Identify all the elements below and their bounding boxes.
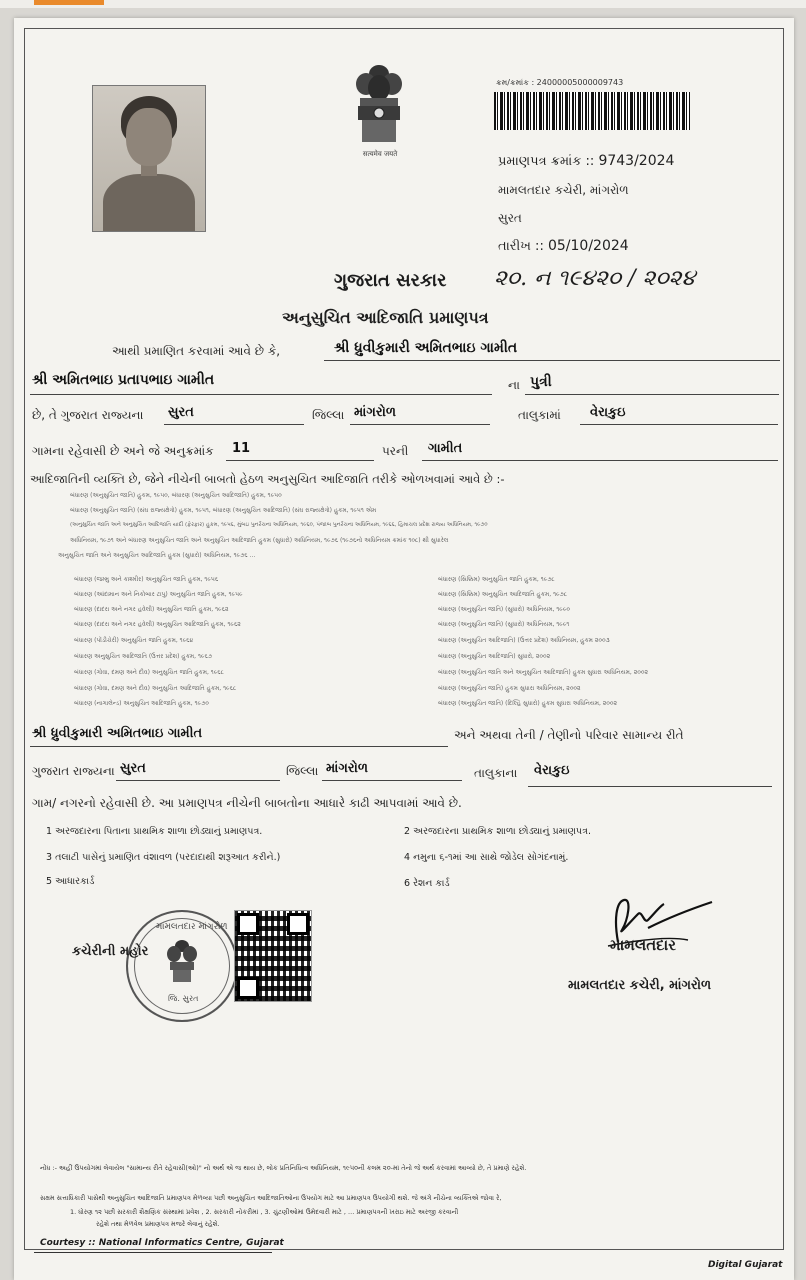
certificate-no-row (498, 153, 674, 169)
top-strip (0, 0, 806, 8)
govt-title: ગુજરાત સરકાર (334, 270, 447, 291)
office-seal (126, 910, 238, 1022)
legal-left-item: બંધારણ (પોંડીચેરી) અનુસુચિત જાતિ હુકમ, ૧૯૬૪ (74, 637, 194, 644)
legal-right-item: બંધારણ (સિક્કિમ) અનુસુચિત આદિજાતિ હુકમ, ૧૯૭૮ (438, 591, 568, 598)
serial-no: 11 (232, 441, 251, 456)
legal-line: બંધારણ (અનુસુચિત જાતિ) હુકમ, ૧૯૫૦, બંધારણ (અનુસુચિત આદિજાતિ) હુકમ, ૧૯૫૦ (70, 492, 282, 499)
district-value: સુરત (168, 405, 194, 420)
footer-note: નોંધ :- અહીં ઉપયોગમાં લેવાયેલ "સામાન્ય રીતે રહેવાસી(ઓ)" નો અર્થ એ જ થાય છે, લોક પ્રતિનિધિત્વ અધિનિયમ, ૧૯૫૦ની કલમ ૨૦-માં તેનો જે અર્થ કરવામાં આવ્યો છે, તે પ્રમાણે રહેશે. (40, 1164, 527, 1172)
footer-note: રહેશે તથા મેળવેલ પ્રમાણપત્ર મજરે લેવાનું રહેશે. (96, 1220, 220, 1228)
legal-left-item: બંધારણ (ગોવા, દમણ અને દીવ) અનુસુચિત આદિજાતિ હુકમ, ૧૯૬૮ (74, 685, 237, 692)
date-row (498, 238, 629, 254)
courtesy-line (34, 1252, 272, 1253)
father-line (30, 394, 492, 395)
handwritten-reference: ૨૦. ન ૧૯૪૨૦ / ૨૦૨૪ (494, 266, 696, 291)
father-name: શ્રી અમિતભાઇ પ્રતાપભાઇ ગામીત (32, 372, 215, 388)
footer-note: 1. ધોરણ ૧૨ પછી સરકારી શૈક્ષણિક સંસ્થામાં પ્રવેશ , 2. સરકારી નોકરીમાં , 3. ચુંટણીઓમાં ઉમેદવારી માટે , ... પ્રમાણપત્રની ખરાઇ માટે અરજી કરવાની (70, 1208, 459, 1216)
legal-right-item: બંધારણ (અનુસુચિત આદિજાતિ) સુધારો, ૨૦૦૨ (438, 653, 551, 660)
district-label-repeat: જિલ્લા (286, 764, 319, 778)
barcode (494, 92, 690, 130)
district-label: જિલ્લા (312, 408, 345, 422)
legal-left-item: બંધારણ (દાદરા અને નગર હવેલી) અનુસુચિત જાતિ હુકમ, ૧૯૬૨ (74, 606, 229, 613)
applicant-name-repeat: શ્રી ધ્રુવીકુમારી અમિતભાઇ ગામીત (32, 726, 203, 741)
resident-label: ગામના રહેવાસી છે અને જે અનુક્રમાંક (32, 444, 214, 458)
taluka-line (350, 424, 490, 425)
seal-ring-text: મામલતદાર માંગરોળ (156, 922, 228, 932)
family-line: અને અથવા તેની / તેણીનો પરિવાર સામાન્ય રીતે (454, 728, 684, 742)
intro-text: આથી પ્રમાણિત કરવામાં આવે છે કે, (112, 344, 281, 358)
na-text: ના (508, 378, 520, 392)
qr-corner (237, 977, 259, 999)
state-label: છે, તે ગુજરાત રાજ્યના (32, 408, 144, 422)
document-item: 4 નમુના ૬-૧માં આ સાથે જોડેલ સોગંદનામું. (404, 852, 569, 863)
taluka-label-repeat: તાલુકાના (474, 766, 518, 780)
applicant-photo (92, 85, 206, 232)
legal-right-item: બંધારણ (અનુસુચિત જાતિ) (દિલ્હિ સુધારો) હુકમ સુધારા અધિનિયમ, ૨૦૦૨ (438, 700, 618, 707)
certificate-title: અનુસુચિત આદિજાતિ પ્રમાણપત્ર (282, 308, 489, 327)
applicant-name-repeat-line (30, 746, 448, 747)
document-item: 3 તલાટી પાસેનું પ્રમાણિત વંશાવળ (પરદાદાથી શરૂઆત કરીને.) (46, 852, 281, 863)
photo-face (126, 108, 172, 166)
issuing-office: મામલતદાર કચેરી, માંગરોળ (498, 183, 629, 197)
qr-corner (237, 913, 259, 935)
issuing-city: સુરત (498, 211, 522, 225)
relation: પુત્રી (530, 374, 552, 390)
village-value: વેરાકુઇ (590, 405, 626, 420)
basis-statement: ગામ/ નગરનો રહેવાસી છે. આ પ્રમાણપત્ર નીચેની બાબતોના આધારે કાઢી આપવામાં આવે છે. (32, 796, 462, 810)
serial-line (226, 460, 374, 461)
legal-line: અનુસુચિત જાતિ અને અનુસુચિત આદિજાતિ હુકમ (સુધારો) અધિનિયમ, ૧૯૭૬ ... (58, 552, 256, 559)
legal-line: અધિનિયમ, ૧૯૭૧ અને બંધારણ અનુસુચિત જાતિ અને અનુસુચિત આદિજાતિ હુકમ (સુધારો) અધિનિયમ, ૧૯૭૬ (૧૯૭૬નો અધિનિયમ ક્રમાંક ૧૦૮) થી સુધારેલ (70, 537, 449, 544)
taluka-label: તાલુકામાં (518, 408, 561, 422)
village-line (580, 424, 778, 425)
legal-left-item: બંધારણ (જમ્મુ અને કાશ્મીર) અનુસુચિત જાતિ હુકમ, ૧૯૫૬ (74, 576, 219, 583)
certificate-no-label: પ્રમાણપત્ર ક્રમાંક :: (498, 154, 595, 169)
legal-line: (અનુસુચિત જાતિ અને અનુસુચિત આદિજાતિ યાદી (ફેરફાર) હુકમ, ૧૯૫૬, મુંબઇ પુનર્રચના અધિનિયમ, ૧૯૬૦, પંજાબ પુનર્રચના અધિનિયમ, ૧૯૬૬, હિમાચલ પ્રદેશ રાજ્ય અધિનિયમ, ૧૯૭૦ (70, 522, 488, 528)
village-repeat-line (528, 786, 772, 787)
brand-stripe (34, 0, 104, 5)
legal-left-item: બંધારણ (નાગાલેન્ડ) અનુસુચિત આદિજાતિ હુકમ, ૧૯૭૦ (74, 700, 209, 707)
applicant-name: શ્રી ધ્રુવીકુમારી અમિતભાઇ ગામીત (334, 340, 518, 356)
courtesy-text: Courtesy :: National Informatics Centre, Gujarat (40, 1238, 284, 1248)
document-item: 2 અરજદારના પ્રાથમિક શાળા છોડ્યાનું પ્રમાણપત્ર. (404, 826, 591, 837)
legal-left-item: બંધારણ (ગોવા, દમણ અને દીવ) અનુસુચિત જાતિ હુકમ, ૧૯૬૮ (74, 669, 224, 676)
state-label-repeat: ગુજરાત રાજ્યના (32, 764, 115, 778)
par-label: પરની (382, 444, 409, 458)
signatory-office: મામલતદાર કચેરી, માંગરોળ (568, 978, 712, 993)
digital-gujarat: Digital Gujarat (708, 1260, 783, 1270)
document-item: 6 રેશન કાર્ડ (404, 878, 450, 889)
legal-left-item: બંધારણ (દાદરા અને નગર હવેલી) અનુસુચિત આદિજાતિ હુકમ, ૧૯૬૨ (74, 621, 241, 628)
legal-right-item: બંધારણ (અનુસુચિત આદિજાતિ) (ઉત્તર પ્રદેશ) અધિનિયમ, હુકમ ૨૦૦૩ (438, 637, 610, 644)
legal-right-item: બંધારણ (અનુસુચિત જાતિ અને અનુસુચિત આદિજાતિ) હુકમ સુધારા અધિનિયમ, ૨૦૦૨ (438, 669, 648, 676)
district-value-repeat: સુરત (120, 761, 146, 776)
barcode-caption: ક્રમ/ક્રમાંક : 24000005000009743 (496, 78, 624, 87)
caste-line (422, 460, 778, 461)
footer-note: સક્ષમ સત્તાધિકારી પાસેથી અનુસુચિત આદિજાતિ પ્રમાણપત્ર મેળવ્યા પછી અનુસુચિત આદિજાતિઓના ઉપયોગ માટે આ પ્રમાણપત્ર ઉપયોગી થશે. જે અંગે નીચેના વ્યક્તિએ જોવા રે, (40, 1194, 502, 1202)
qr-corner (287, 913, 309, 935)
photo-body (103, 174, 195, 232)
taluka-repeat-line (322, 780, 462, 781)
seal-label: કચેરીની મહોર (72, 944, 149, 959)
issue-date: 05/10/2024 (547, 238, 629, 254)
legal-right-item: બંધારણ (અનુસુચિત જાતિ) (સુધારો) અધિનિયમ, ૧૯૯૦ (438, 606, 571, 613)
legal-right-item: બંધારણ (અનુસુચિત જાતિ) હુકમ સુધારા અધિનિયમ, ૨૦૦૨ (438, 685, 581, 692)
national-emblem-icon (346, 62, 412, 150)
date-label: તારીખ :: (498, 239, 544, 254)
document-item: 5 આધારકાર્ડ (46, 876, 95, 887)
taluka-value: માંગરોળ (354, 405, 396, 420)
name-line (324, 360, 780, 361)
seal-emblem-icon (164, 938, 200, 986)
caste: ગામીત (428, 441, 463, 456)
district-repeat-line (116, 780, 280, 781)
qr-code (234, 910, 312, 1002)
emblem-caption: सत्यमेव जयते (362, 150, 398, 158)
legal-left-item: બંધારણ અનુસુચિત આદિજાતિ (ઉત્તર પ્રદેશ) હુકમ, ૧૯૬૭ (74, 653, 212, 660)
signatory-title: મામલતદાર (610, 936, 676, 954)
seal-bottom-text: જિ. સુરત (168, 994, 199, 1003)
legal-left-item: બંધારણ (આંદામાન અને નિકોબાર ટાપુ) અનુસુચિત જાતિ હુકમ, ૧૯૫૯ (74, 591, 243, 598)
document-item: 1 અરજદારના પિતાના પ્રાથમિક શાળા છોડ્યાનું પ્રમાણપત્ર. (46, 826, 263, 837)
legal-right-item: બંધારણ (સિક્કિમ) અનુસુચિત જાતિ હુકમ, ૧૯૭૮ (438, 576, 555, 583)
legal-right-item: બંધારણ (અનુસુચિત જાતિ) (સુધારો) અધિનિયમ, ૧૯૯૧ (438, 621, 570, 628)
certificate-no: 9743/2024 (598, 153, 675, 169)
village-value-repeat: વેરાકુઇ (534, 763, 570, 778)
relation-line (525, 394, 779, 395)
tribe-statement: આદિજાતિની વ્યક્તિ છે, જેને નીચેની બાબતો હેઠળ અનુસુચિત આદિજાતિ તરીકે ઓળખવામાં આવે છે :- (30, 472, 505, 486)
taluka-value-repeat: માંગરોળ (326, 761, 368, 776)
district-line (164, 424, 304, 425)
legal-line: બંધારણ (અનુસુચિત જાતિ) (સંઘ રાજ્યક્ષેત્રો) હુકમ, ૧૯૫૧, બંધારણ (અનુસુચિત આદિજાતિ) (સંઘ રાજ્યક્ષેત્રો) હુકમ, ૧૯૫૧ એમ (70, 507, 377, 514)
